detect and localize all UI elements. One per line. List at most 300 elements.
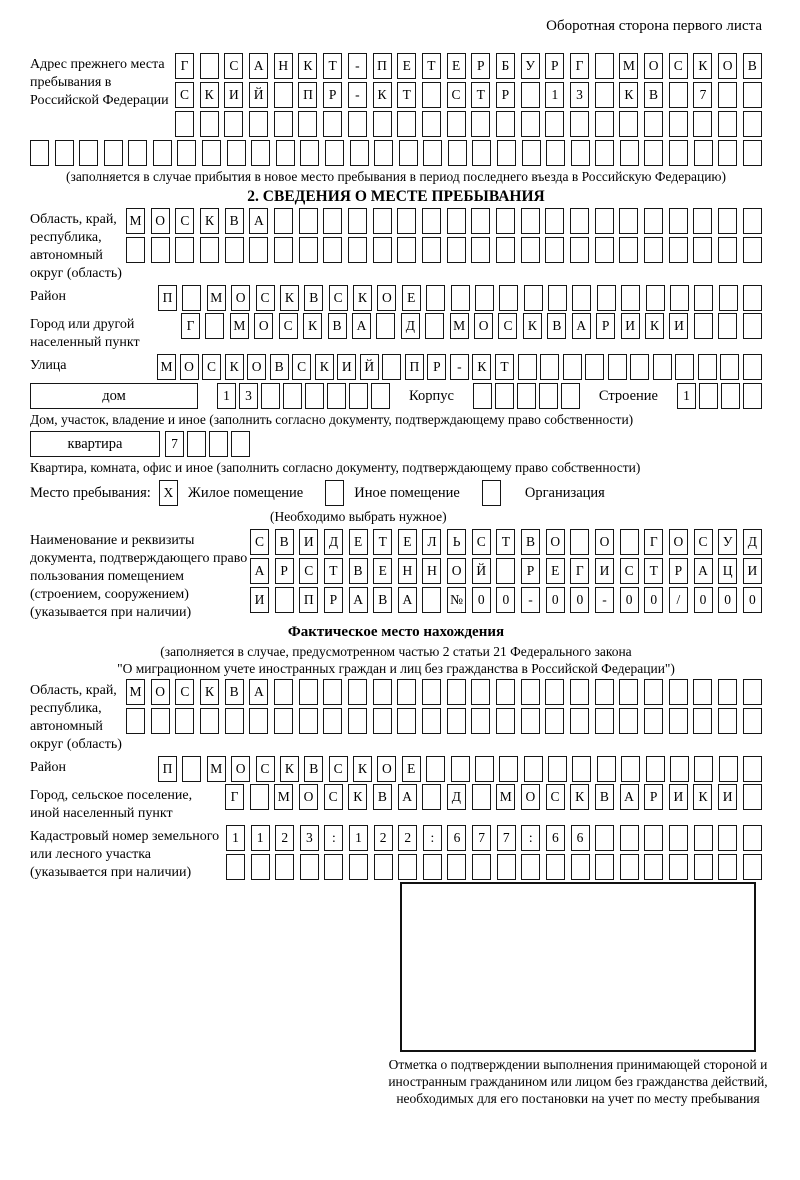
char-box[interactable]: О: [254, 313, 273, 339]
char-box[interactable]: В: [349, 558, 368, 584]
char-box[interactable]: А: [249, 208, 268, 234]
char-box[interactable]: [373, 708, 392, 734]
char-box[interactable]: Г: [181, 313, 200, 339]
char-box[interactable]: 0: [694, 587, 713, 613]
char-box[interactable]: [546, 854, 565, 880]
char-box[interactable]: [348, 679, 367, 705]
char-box[interactable]: Г: [644, 529, 663, 555]
char-box[interactable]: Т: [495, 354, 514, 380]
char-box[interactable]: В: [225, 208, 244, 234]
char-box[interactable]: В: [373, 587, 392, 613]
char-box[interactable]: [669, 111, 688, 137]
char-box[interactable]: [448, 140, 467, 166]
char-box[interactable]: 3: [239, 383, 258, 409]
char-box[interactable]: [545, 708, 564, 734]
char-box[interactable]: Г: [225, 784, 244, 810]
char-box[interactable]: М: [230, 313, 249, 339]
char-box[interactable]: [398, 854, 417, 880]
char-box[interactable]: [619, 111, 638, 137]
char-box[interactable]: [595, 237, 614, 263]
char-box[interactable]: [175, 237, 194, 263]
char-box[interactable]: [323, 111, 342, 137]
char-box[interactable]: Е: [447, 53, 466, 79]
char-box[interactable]: [572, 756, 591, 782]
char-box[interactable]: 7: [165, 431, 184, 457]
char-box[interactable]: [426, 756, 445, 782]
char-box[interactable]: [561, 383, 580, 409]
char-box[interactable]: [200, 237, 219, 263]
char-box[interactable]: К: [225, 354, 244, 380]
char-box[interactable]: [274, 679, 293, 705]
char-box[interactable]: [426, 285, 445, 311]
char-box[interactable]: А: [398, 784, 417, 810]
char-box[interactable]: [202, 140, 221, 166]
char-box[interactable]: [693, 679, 712, 705]
char-box[interactable]: [620, 854, 639, 880]
char-box[interactable]: В: [373, 784, 392, 810]
char-box[interactable]: [209, 431, 228, 457]
char-box[interactable]: Т: [397, 82, 416, 108]
char-box[interactable]: [323, 708, 342, 734]
char-box[interactable]: [694, 756, 713, 782]
char-box[interactable]: [669, 825, 688, 851]
char-box[interactable]: [128, 140, 147, 166]
char-box[interactable]: [595, 111, 614, 137]
char-box[interactable]: В: [225, 679, 244, 705]
char-box[interactable]: О: [377, 285, 396, 311]
char-box[interactable]: К: [353, 285, 372, 311]
char-box[interactable]: [348, 208, 367, 234]
char-box[interactable]: [495, 383, 514, 409]
checkbox-organization[interactable]: [482, 480, 501, 506]
char-box[interactable]: [224, 111, 243, 137]
char-box[interactable]: [350, 140, 369, 166]
char-box[interactable]: [694, 140, 713, 166]
char-box[interactable]: 6: [447, 825, 466, 851]
char-box[interactable]: [300, 140, 319, 166]
char-box[interactable]: [743, 354, 762, 380]
char-box[interactable]: К: [200, 82, 219, 108]
char-box[interactable]: И: [595, 558, 614, 584]
char-box[interactable]: [447, 679, 466, 705]
char-box[interactable]: К: [472, 354, 491, 380]
char-box[interactable]: 2: [275, 825, 294, 851]
char-box[interactable]: А: [249, 53, 268, 79]
char-box[interactable]: [521, 82, 540, 108]
char-box[interactable]: [471, 237, 490, 263]
char-box[interactable]: [521, 854, 540, 880]
char-box[interactable]: [371, 383, 390, 409]
char-box[interactable]: С: [472, 529, 491, 555]
char-box[interactable]: [718, 208, 737, 234]
char-box[interactable]: [743, 82, 762, 108]
char-box[interactable]: [325, 140, 344, 166]
char-box[interactable]: Н: [398, 558, 417, 584]
char-box[interactable]: [374, 854, 393, 880]
char-box[interactable]: С: [329, 285, 348, 311]
char-box[interactable]: [422, 237, 441, 263]
char-box[interactable]: [718, 708, 737, 734]
char-box[interactable]: [471, 679, 490, 705]
char-box[interactable]: С: [256, 756, 275, 782]
char-box[interactable]: [694, 285, 713, 311]
char-box[interactable]: [373, 679, 392, 705]
char-box[interactable]: С: [256, 285, 275, 311]
char-box[interactable]: :: [521, 825, 540, 851]
char-box[interactable]: [597, 756, 616, 782]
char-box[interactable]: [524, 756, 543, 782]
char-box[interactable]: Т: [323, 53, 342, 79]
char-box[interactable]: Д: [401, 313, 420, 339]
char-box[interactable]: А: [572, 313, 591, 339]
char-box[interactable]: О: [595, 529, 614, 555]
char-box[interactable]: [175, 708, 194, 734]
char-box[interactable]: С: [669, 53, 688, 79]
char-box[interactable]: 6: [571, 825, 590, 851]
char-box[interactable]: [694, 825, 713, 851]
char-box[interactable]: [249, 237, 268, 263]
char-box[interactable]: [205, 313, 224, 339]
char-box[interactable]: [300, 854, 319, 880]
char-box[interactable]: [496, 679, 515, 705]
char-box[interactable]: [521, 237, 540, 263]
char-box[interactable]: [670, 756, 689, 782]
char-box[interactable]: [521, 111, 540, 137]
char-box[interactable]: [644, 237, 663, 263]
char-box[interactable]: [521, 208, 540, 234]
char-box[interactable]: [693, 237, 712, 263]
char-box[interactable]: [595, 708, 614, 734]
char-box[interactable]: [743, 208, 762, 234]
char-box[interactable]: [327, 383, 346, 409]
char-box[interactable]: [499, 756, 518, 782]
char-box[interactable]: [274, 111, 293, 137]
char-box[interactable]: [499, 285, 518, 311]
char-box[interactable]: [422, 82, 441, 108]
char-box[interactable]: Й: [360, 354, 379, 380]
char-box[interactable]: [373, 237, 392, 263]
char-box[interactable]: [422, 784, 441, 810]
char-box[interactable]: [699, 383, 718, 409]
char-box[interactable]: [451, 285, 470, 311]
char-box[interactable]: [225, 237, 244, 263]
char-box[interactable]: [644, 708, 663, 734]
char-box[interactable]: 3: [300, 825, 319, 851]
char-box[interactable]: [182, 756, 201, 782]
char-box[interactable]: [30, 140, 49, 166]
char-box[interactable]: К: [693, 53, 712, 79]
char-box[interactable]: Р: [324, 587, 343, 613]
char-box[interactable]: [472, 854, 491, 880]
char-box[interactable]: Г: [570, 53, 589, 79]
char-box[interactable]: [743, 708, 762, 734]
char-box[interactable]: [200, 708, 219, 734]
char-box[interactable]: Т: [422, 53, 441, 79]
char-box[interactable]: [473, 383, 492, 409]
char-box[interactable]: 7: [693, 82, 712, 108]
char-box[interactable]: М: [450, 313, 469, 339]
char-box[interactable]: [177, 140, 196, 166]
char-box[interactable]: [619, 208, 638, 234]
char-box[interactable]: 1: [217, 383, 236, 409]
char-box[interactable]: [669, 854, 688, 880]
char-box[interactable]: И: [250, 587, 269, 613]
char-box[interactable]: А: [249, 679, 268, 705]
char-box[interactable]: А: [620, 784, 639, 810]
char-box[interactable]: С: [250, 529, 269, 555]
char-box[interactable]: [743, 313, 762, 339]
char-box[interactable]: К: [353, 756, 372, 782]
char-box[interactable]: О: [546, 529, 565, 555]
char-box[interactable]: Т: [324, 558, 343, 584]
char-box[interactable]: [595, 854, 614, 880]
char-box[interactable]: [79, 140, 98, 166]
char-box[interactable]: 0: [570, 587, 589, 613]
char-box[interactable]: [471, 708, 490, 734]
char-box[interactable]: С: [620, 558, 639, 584]
char-box[interactable]: [743, 285, 762, 311]
char-box[interactable]: Д: [743, 529, 762, 555]
char-box[interactable]: [153, 140, 172, 166]
char-box[interactable]: [646, 756, 665, 782]
char-box[interactable]: -: [595, 587, 614, 613]
char-box[interactable]: Т: [471, 82, 490, 108]
char-box[interactable]: С: [694, 529, 713, 555]
char-box[interactable]: [324, 854, 343, 880]
char-box[interactable]: Т: [644, 558, 663, 584]
char-box[interactable]: М: [207, 285, 226, 311]
char-box[interactable]: Й: [472, 558, 491, 584]
char-box[interactable]: 0: [644, 587, 663, 613]
char-box[interactable]: Е: [349, 529, 368, 555]
char-box[interactable]: [694, 313, 713, 339]
char-box[interactable]: В: [547, 313, 566, 339]
char-box[interactable]: [299, 708, 318, 734]
char-box[interactable]: Е: [373, 558, 392, 584]
char-box[interactable]: [423, 140, 442, 166]
char-box[interactable]: У: [521, 53, 540, 79]
char-box[interactable]: [545, 679, 564, 705]
char-box[interactable]: К: [693, 784, 712, 810]
char-box[interactable]: П: [373, 53, 392, 79]
char-box[interactable]: [595, 679, 614, 705]
char-box[interactable]: [226, 854, 245, 880]
char-box[interactable]: О: [151, 679, 170, 705]
char-box[interactable]: 1: [251, 825, 270, 851]
char-box[interactable]: Р: [427, 354, 446, 380]
char-box[interactable]: С: [202, 354, 221, 380]
char-box[interactable]: [397, 208, 416, 234]
char-box[interactable]: [422, 587, 441, 613]
char-box[interactable]: Р: [545, 53, 564, 79]
char-box[interactable]: М: [496, 784, 515, 810]
char-box[interactable]: [585, 354, 604, 380]
char-box[interactable]: [200, 53, 219, 79]
char-box[interactable]: :: [324, 825, 343, 851]
char-box[interactable]: [521, 679, 540, 705]
char-box[interactable]: [475, 285, 494, 311]
char-box[interactable]: К: [315, 354, 334, 380]
char-box[interactable]: 0: [718, 587, 737, 613]
char-box[interactable]: К: [523, 313, 542, 339]
char-box[interactable]: [517, 383, 536, 409]
char-box[interactable]: О: [180, 354, 199, 380]
char-box[interactable]: [570, 708, 589, 734]
char-box[interactable]: [497, 140, 516, 166]
char-box[interactable]: В: [644, 82, 663, 108]
char-box[interactable]: [718, 854, 737, 880]
char-box[interactable]: И: [669, 313, 688, 339]
char-box[interactable]: [571, 140, 590, 166]
char-box[interactable]: [545, 208, 564, 234]
char-box[interactable]: [496, 111, 515, 137]
char-box[interactable]: [669, 140, 688, 166]
char-box[interactable]: [720, 354, 739, 380]
char-box[interactable]: [175, 111, 194, 137]
char-box[interactable]: [447, 208, 466, 234]
char-box[interactable]: 7: [497, 825, 516, 851]
char-box[interactable]: [743, 854, 762, 880]
char-box[interactable]: [496, 208, 515, 234]
char-box[interactable]: Л: [422, 529, 441, 555]
char-box[interactable]: Т: [496, 529, 515, 555]
char-box[interactable]: К: [200, 679, 219, 705]
char-box[interactable]: О: [231, 285, 250, 311]
char-box[interactable]: С: [292, 354, 311, 380]
char-box[interactable]: И: [669, 784, 688, 810]
char-box[interactable]: [348, 237, 367, 263]
char-box[interactable]: [518, 354, 537, 380]
char-box[interactable]: С: [447, 82, 466, 108]
char-box[interactable]: 2: [398, 825, 417, 851]
char-box[interactable]: К: [645, 313, 664, 339]
char-box[interactable]: С: [329, 756, 348, 782]
char-box[interactable]: [619, 237, 638, 263]
char-box[interactable]: [539, 383, 558, 409]
char-box[interactable]: О: [231, 756, 250, 782]
char-box[interactable]: С: [279, 313, 298, 339]
char-box[interactable]: [563, 354, 582, 380]
char-box[interactable]: Р: [275, 558, 294, 584]
char-box[interactable]: [743, 784, 762, 810]
char-box[interactable]: Д: [324, 529, 343, 555]
char-box[interactable]: [397, 708, 416, 734]
char-box[interactable]: Р: [644, 784, 663, 810]
char-box[interactable]: Д: [447, 784, 466, 810]
char-box[interactable]: [299, 679, 318, 705]
char-box[interactable]: [425, 313, 444, 339]
char-box[interactable]: [644, 140, 663, 166]
char-box[interactable]: В: [304, 285, 323, 311]
char-box[interactable]: [693, 708, 712, 734]
char-box[interactable]: [151, 237, 170, 263]
char-box[interactable]: Е: [402, 756, 421, 782]
char-box[interactable]: 3: [570, 82, 589, 108]
char-box[interactable]: Ц: [718, 558, 737, 584]
char-box[interactable]: Г: [570, 558, 589, 584]
char-box[interactable]: Й: [249, 82, 268, 108]
char-box[interactable]: И: [337, 354, 356, 380]
char-box[interactable]: [620, 529, 639, 555]
char-box[interactable]: И: [299, 529, 318, 555]
char-box[interactable]: О: [151, 208, 170, 234]
char-box[interactable]: О: [669, 529, 688, 555]
char-box[interactable]: Н: [422, 558, 441, 584]
char-box[interactable]: 0: [546, 587, 565, 613]
char-box[interactable]: [323, 208, 342, 234]
char-box[interactable]: [274, 237, 293, 263]
char-box[interactable]: Р: [596, 313, 615, 339]
char-box[interactable]: А: [694, 558, 713, 584]
char-box[interactable]: [422, 111, 441, 137]
char-box[interactable]: О: [521, 784, 540, 810]
char-box[interactable]: [670, 285, 689, 311]
char-box[interactable]: [644, 825, 663, 851]
char-box[interactable]: К: [619, 82, 638, 108]
char-box[interactable]: [349, 383, 368, 409]
char-box[interactable]: О: [644, 53, 663, 79]
char-box[interactable]: [250, 784, 269, 810]
char-box[interactable]: П: [298, 82, 317, 108]
char-box[interactable]: И: [718, 784, 737, 810]
char-box[interactable]: В: [270, 354, 289, 380]
char-box[interactable]: К: [303, 313, 322, 339]
char-box[interactable]: [227, 140, 246, 166]
char-box[interactable]: [595, 825, 614, 851]
char-box[interactable]: [570, 237, 589, 263]
char-box[interactable]: Р: [669, 558, 688, 584]
char-box[interactable]: 0: [496, 587, 515, 613]
char-box[interactable]: 1: [545, 82, 564, 108]
char-box[interactable]: В: [743, 53, 762, 79]
char-box[interactable]: [719, 756, 738, 782]
char-box[interactable]: [348, 708, 367, 734]
char-box[interactable]: 6: [546, 825, 565, 851]
char-box[interactable]: [743, 756, 762, 782]
char-box[interactable]: [447, 111, 466, 137]
char-box[interactable]: [104, 140, 123, 166]
char-box[interactable]: [397, 237, 416, 263]
char-box[interactable]: [422, 708, 441, 734]
char-box[interactable]: М: [274, 784, 293, 810]
char-box[interactable]: [669, 708, 688, 734]
char-box[interactable]: -: [521, 587, 540, 613]
char-box[interactable]: №: [447, 587, 466, 613]
char-box[interactable]: [644, 111, 663, 137]
char-box[interactable]: И: [743, 558, 762, 584]
char-box[interactable]: [323, 679, 342, 705]
char-box[interactable]: :: [423, 825, 442, 851]
char-box[interactable]: [570, 679, 589, 705]
char-box[interactable]: [451, 756, 470, 782]
char-box[interactable]: [126, 237, 145, 263]
char-box[interactable]: [471, 111, 490, 137]
char-box[interactable]: А: [352, 313, 371, 339]
char-box[interactable]: [275, 587, 294, 613]
char-box[interactable]: О: [718, 53, 737, 79]
char-box[interactable]: В: [328, 313, 347, 339]
char-box[interactable]: [496, 237, 515, 263]
char-box[interactable]: [348, 111, 367, 137]
char-box[interactable]: [422, 679, 441, 705]
char-box[interactable]: -: [450, 354, 469, 380]
char-box[interactable]: [251, 854, 270, 880]
char-box[interactable]: [621, 285, 640, 311]
char-box[interactable]: 1: [226, 825, 245, 851]
char-box[interactable]: Ь: [447, 529, 466, 555]
char-box[interactable]: С: [498, 313, 517, 339]
char-box[interactable]: П: [299, 587, 318, 613]
